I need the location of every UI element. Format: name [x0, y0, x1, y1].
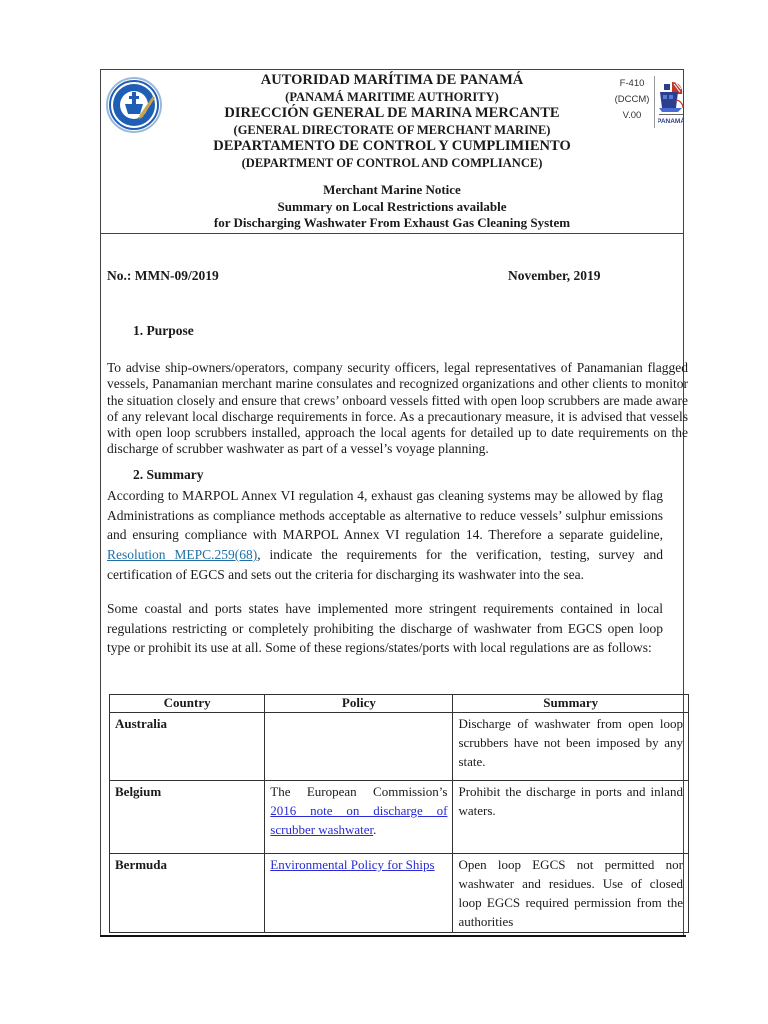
policy-cell: [265, 781, 453, 854]
form-code: [613, 76, 651, 124]
panama-ship-logo-icon: [658, 78, 684, 126]
column-header-summary: Summary: [453, 695, 689, 713]
restrictions-text: Some coastal and ports states have implemented more stringent requirements contained in local regulations restricting or completely prohibiting the discharge of washwater from EGCS open loop type or prohibit its use at all. Some of these regions/states/ports with local regulations are as follows:: [107, 601, 663, 656]
country-cell: Belgium: [110, 781, 265, 854]
environmental-policy-link[interactable]: Environmental Policy for Ships: [270, 857, 435, 872]
ec-2016-note-link[interactable]: 2016 note on discharge of scrubber washwater: [270, 803, 448, 837]
document-header: [101, 70, 683, 234]
department-name-en: (DEPARTMENT OF CONTROL AND COMPLIANCE): [241, 156, 543, 170]
authority-name-en: (PANAMÁ MARITIME AUTHORITY): [285, 90, 499, 104]
country-cell: Bermuda: [110, 854, 265, 933]
document-page: [100, 69, 688, 935]
purpose-text: To advise ship-owners/operators, company security officers, legal representatives of Panamanian flagged vessels, Panamanian merchant marine consulates and recognized organizations and other clients to monitor the situation closely and ensure that crews’ onboard vessels fitted with open loop scrubbers are made aware of any relevant local discharge requirements in force. As a precautionary measure, it is advised that vessels with open loop scrubbers installed, approach the local agents for detailed up to date requirements on the discharge of scrubber washwater as part of a vessel’s voyage planning.: [107, 360, 688, 457]
table-row: [110, 854, 689, 933]
notice-number: No.: MMN-09/2019: [107, 268, 219, 283]
restrictions-paragraph: [107, 599, 663, 658]
section-heading-summary: 2. Summary: [133, 467, 204, 482]
table-row: [110, 713, 689, 781]
resolution-mepc-link[interactable]: Resolution MEPC.259(68): [107, 547, 258, 563]
directorate-name: DIRECCIÓN GENERAL DE MARINA MERCANTE: [224, 105, 560, 121]
notice-title: Merchant Marine Notice: [323, 182, 461, 197]
policy-cell: [265, 854, 453, 933]
policy-text: The European Commission’s: [270, 784, 448, 799]
notice-subtitle-1: Summary on Local Restrictions available: [277, 198, 507, 214]
notice-titles: [101, 182, 683, 232]
summary-text-start: According to MARPOL Annex VI regulation 4, exhaust gas cleaning systems may be allowed by flag Administrations as compliance methods acceptable as alternative to reduce vessels’ sulphur emissions and ensuring compliance with MARPOL Annex VI regulation 14. Therefore a separate guideline,: [107, 488, 663, 543]
summary-cell: Prohibit the discharge in ports and inland waters.: [453, 781, 689, 854]
form-code-dept: (DCCM): [614, 94, 650, 105]
table-row: [110, 781, 689, 854]
table-header-row: [110, 695, 689, 713]
form-code-number: F-410: [619, 78, 645, 89]
summary-paragraph: [107, 486, 663, 585]
purpose-paragraph: [107, 360, 688, 458]
summary-text-end: , indicate the requirements for the verification, testing, survey and certification of EGCS and sets out the criteria for discharging its washwater into the sea.: [107, 547, 663, 582]
column-header-country: Country: [110, 695, 265, 713]
page-bottom-rule: [100, 935, 686, 937]
section-heading-purpose: 1. Purpose: [133, 323, 194, 338]
summary-cell: Discharge of washwater from open loop scrubbers have not been imposed by any state.: [453, 713, 689, 781]
notice-subtitle-2: for Discharging Washwater From Exhaust Gas Cleaning System: [213, 215, 571, 230]
policy-suffix: .: [373, 822, 377, 837]
form-code-version: V.00: [622, 110, 642, 121]
country-cell: Australia: [110, 713, 265, 781]
code-divider: [654, 76, 655, 128]
header-titles: [101, 72, 683, 171]
summary-cell: Open loop EGCS not permitted nor washwater and residues. Use of closed loop EGCS required permission from the authorities: [453, 854, 689, 933]
column-header-policy: Policy: [265, 695, 453, 713]
country-restrictions-table: [109, 694, 689, 933]
notice-date: November, 2019: [508, 268, 601, 283]
authority-name: AUTORIDAD MARÍTIMA DE PANAMÁ: [260, 72, 524, 88]
directorate-name-en: (GENERAL DIRECTORATE OF MERCHANT MARINE): [233, 123, 551, 137]
department-name: DEPARTAMENTO DE CONTROL Y CUMPLIMIENTO: [213, 138, 571, 154]
svg-text:PANAMÁ: PANAMÁ: [658, 118, 684, 125]
policy-cell: [265, 713, 453, 781]
